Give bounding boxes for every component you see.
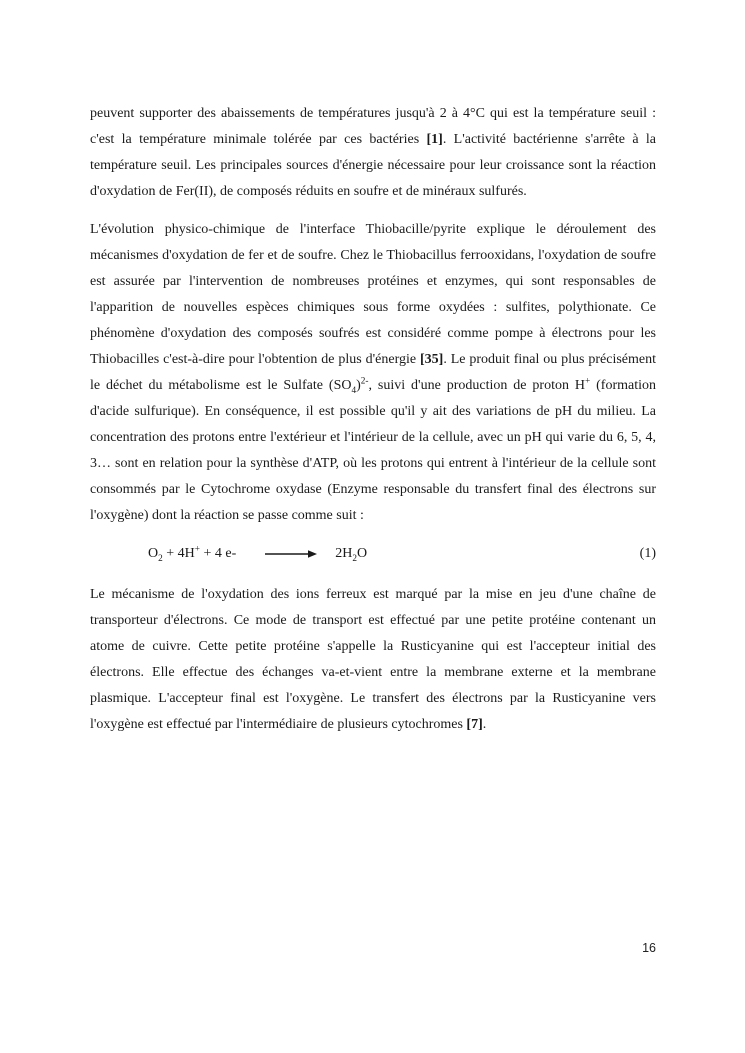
paragraph-temperature-seuil: peuvent supporter des abaissements de températures jusqu'à 2 à 4°C qui est la température seuil : c'est la température minimale tolérée par ces bactéries [1]. L'activité bactérienne s'arrête à la température seuil. Les principales sources d'énergie nécessaire pour leur croissance sont la réaction d'oxydation de Fer(II), de composés réduits en soufre et de minéraux sulfurés. (90, 106, 656, 199)
equation-number: (1) (639, 546, 656, 561)
right-arrow-icon (265, 549, 317, 559)
page-number: 16 (642, 941, 656, 955)
paragraph-oxydation-mecanismes: L'évolution physico-chimique de l'interface Thiobacille/pyrite explique le déroulement des mécanismes d'oxydation de fer et de soufre. Chez le Thiobacillus ferrooxidans, l'oxydation de soufre est assurée par l'intervention de nombreuses protéines et enzymes, qui sont responsables de l'apparition de nouvelles espèces chimiques sous forme oxydées : sulfites, polythionate. Ce phénomène d'oxydation des composés soufrés est considéré comme pompe à électrons pour les Thiobacilles c'est-à-dire pour l'obtention de plus d'énergie [35]. Le produit final ou plus précisément le déchet du métabolisme est le Sulfate $(SO_4)^{2-}$, suivi d'une production de proton H+ (formation d'acide sulfurique). En conséquence, il est possible qu'il y ait des variations de pH du milieu. La concentration des protons entre l'extérieur et l'intérieur de la cellule, avec un pH qui varie du 6, 5, 4, 3… sont en relation pour la synthèse d'ATP, où les protons qui entrent à l'intérieur de la cellule sont consommés par le Cytochrome oxydase (Enzyme responsable du transfert final des électrons sur l'oxygène) dont la réaction se passe comme suit : (90, 222, 657, 523)
equation-lhs: $O_2 + 4H^+ + 4$ e- (148, 543, 237, 563)
equation-1 (90, 541, 656, 567)
equation-rhs: $2H_2O$ (335, 546, 368, 563)
paragraph-rusticyanine: Le mécanisme de l'oxydation des ions ferreux est marqué par la mise en jeu d'une chaîne de transporteur d'électrons. Ce mode de transport est effectué par une petite protéine contenant un atome de cuivre. Cette petite protéine s'appelle la Rusticyanine qui est l'accepteur initial des électrons. Elle effectue des échanges va-et-vient entre la membrane externe et la membrane plasmique. L'accepteur final est l'oxygène. Le transfert des électrons par la Rusticyanine vers l'oxygène est effectué par l'intermédiaire de plusieurs cytochromes [7]. (90, 587, 656, 732)
